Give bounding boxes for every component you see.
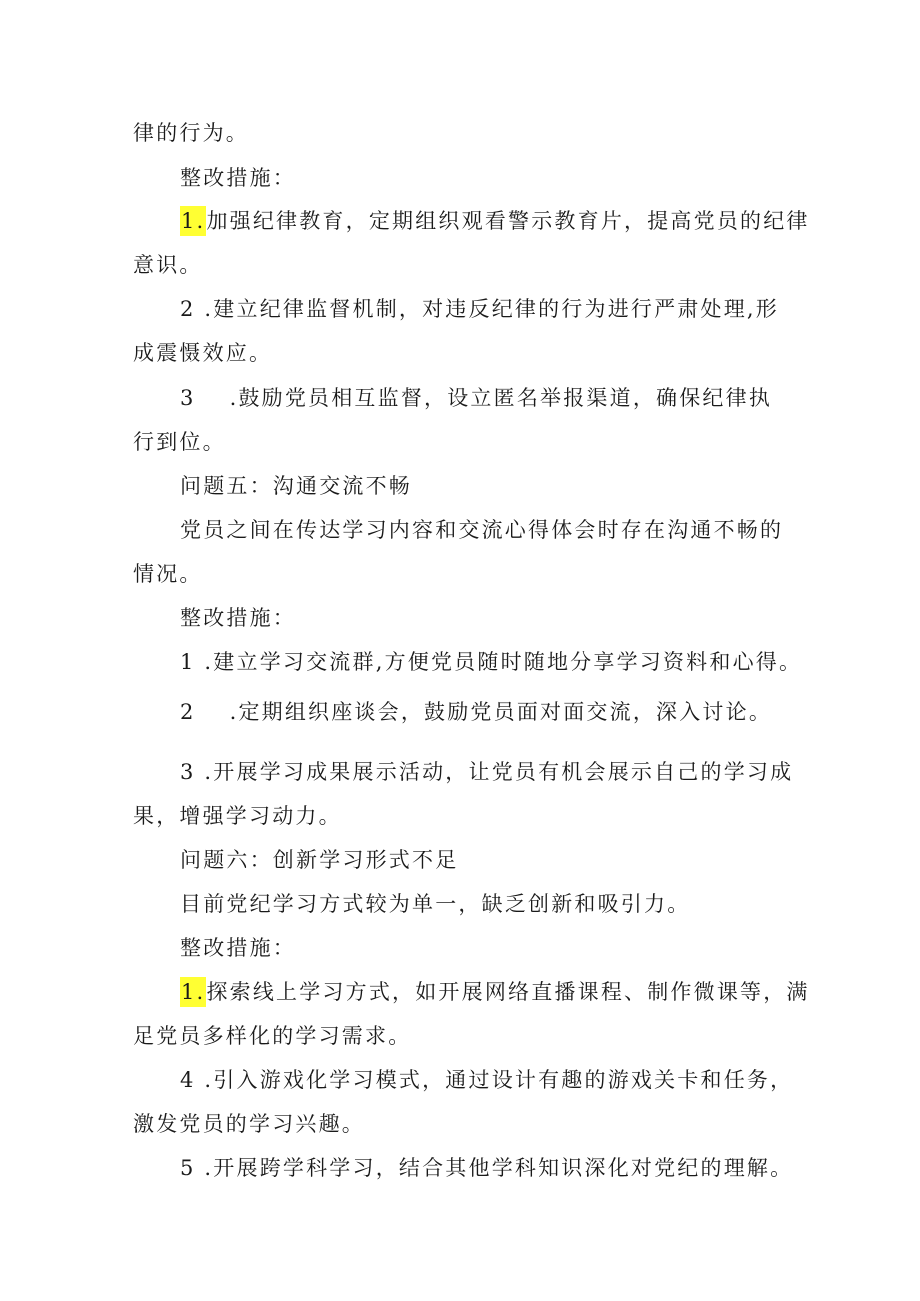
text-line: 行到位。 <box>133 430 226 454</box>
text-line: 意识。 <box>133 253 203 277</box>
text-line: 果，增强学习动力。 <box>133 804 342 828</box>
section-heading-rectification: 整改措施： <box>180 936 296 960</box>
paragraph-line: 目前党纪学习方式较为单一，缺乏创新和吸引力。 <box>180 892 691 916</box>
list-item-1 <box>180 977 850 1007</box>
text-line: 激发党员的学习兴趣。 <box>133 1112 365 1136</box>
list-item-4: 4 .引入游戏化学习模式，通过设计有趣的游戏关卡和任务， <box>180 1068 794 1092</box>
section-heading-rectification: 整改措施： <box>180 606 296 630</box>
list-item-text: .鼓励党员相互监督，设立匿名举报渠道，确保纪律执 <box>229 386 773 410</box>
list-number: 2 <box>180 700 196 724</box>
list-item-2 <box>180 697 850 727</box>
text-line: 律的行为。 <box>133 121 249 145</box>
list-number: 3 <box>180 386 196 410</box>
list-item-2: 2 .建立纪律监督机制，对违反纪律的行为进行严肃处理,形 <box>180 297 779 321</box>
problem-heading-5: 问题五：沟通交流不畅 <box>180 474 412 498</box>
text-line: 成震慑效应。 <box>133 341 273 365</box>
section-heading-rectification: 整改措施： <box>180 166 296 190</box>
list-item-text: 探索线上学习方式，如开展网络直播课程、制作微课等，满 <box>206 980 810 1004</box>
list-item-1: 1 .建立学习交流群,方便党员随时随地分享学习资料和心得。 <box>180 650 803 674</box>
highlighted-number: 1. <box>180 977 206 1007</box>
list-item-text: .定期组织座谈会，鼓励党员面对面交流，深入讨论。 <box>229 700 773 724</box>
list-item-text: 加强纪律教育，定期组织观看警示教育片，提高党员的纪律 <box>206 209 810 233</box>
paragraph-line: 党员之间在传达学习内容和交流心得体会时存在沟通不畅的 <box>180 518 784 542</box>
problem-heading-6: 问题六：创新学习形式不足 <box>180 848 459 872</box>
list-item-1 <box>180 206 850 236</box>
text-line: 情况。 <box>133 562 203 586</box>
list-item-3 <box>180 383 850 413</box>
list-item-5: 5 .开展跨学科学习，结合其他学科知识深化对党纪的理解。 <box>180 1156 794 1180</box>
highlighted-number: 1. <box>180 206 206 236</box>
text-line: 足党员多样化的学习需求。 <box>133 1024 412 1048</box>
list-item-3: 3 .开展学习成果展示活动，让党员有机会展示自己的学习成 <box>180 760 794 784</box>
